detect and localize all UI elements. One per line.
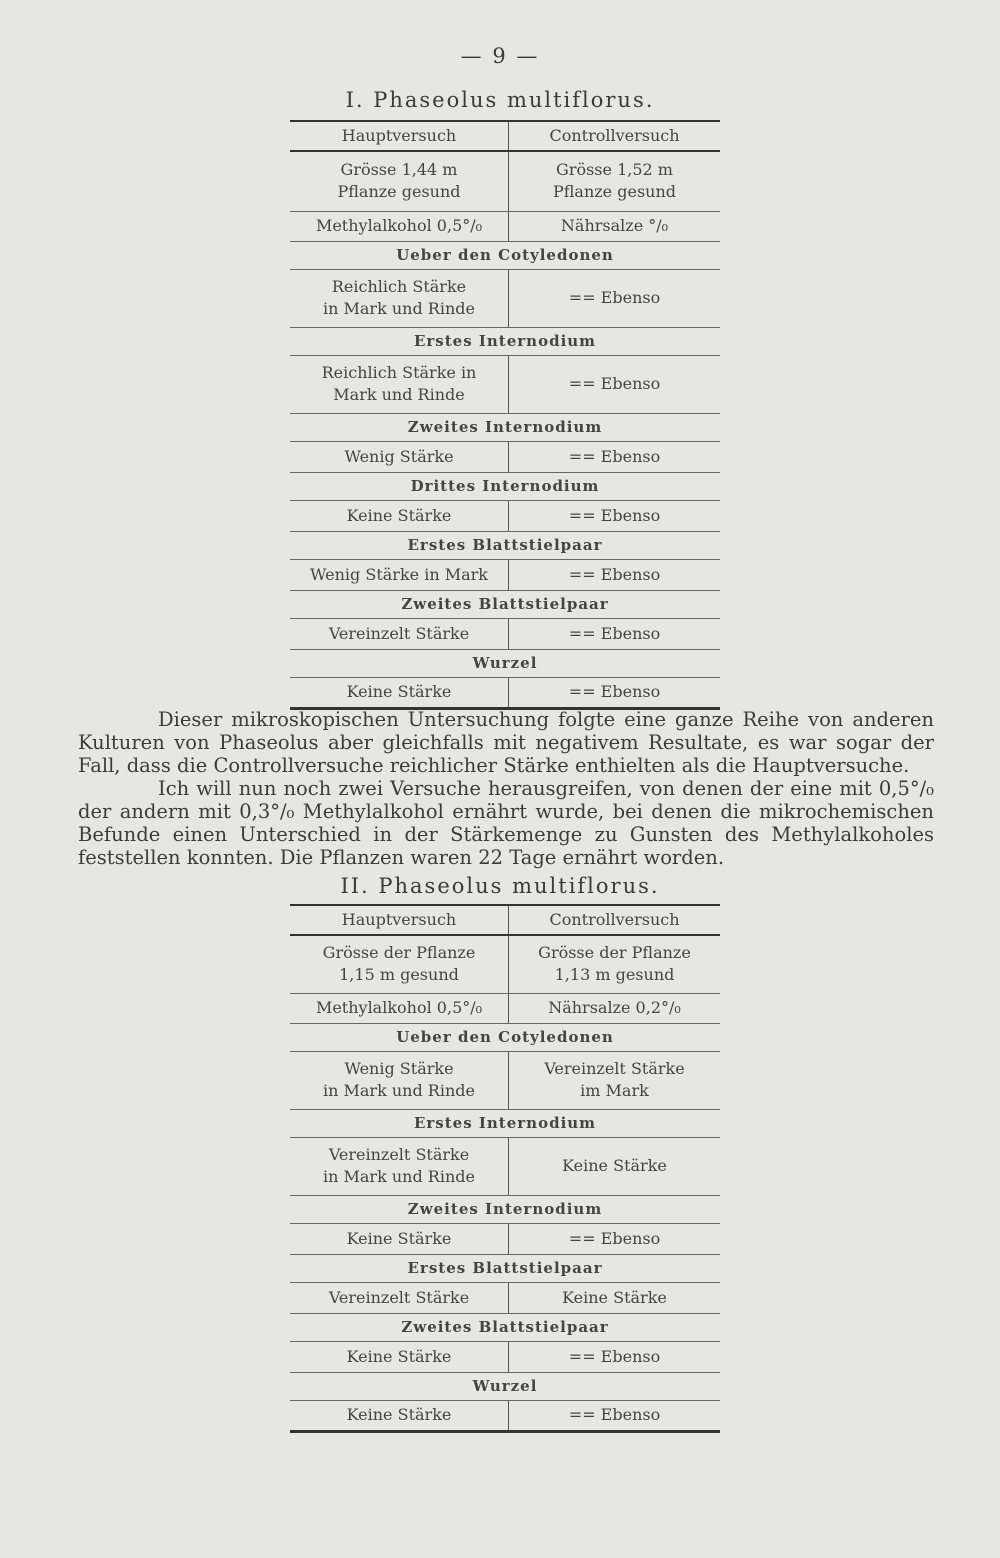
table-1-section-title: Erstes Internodium	[290, 327, 720, 355]
table-2-cell-left: Vereinzelt Stärke	[290, 1282, 509, 1313]
table-2-cell-right: == Ebenso	[509, 1341, 721, 1372]
table-1-cell-right: == Ebenso	[509, 441, 721, 472]
table-2-cell-left: Wenig Stärke in Mark und Rinde	[290, 1051, 509, 1109]
table-2-cell-right: == Ebenso	[509, 1223, 721, 1254]
table-1-section-title: Drittes Internodium	[290, 472, 720, 500]
table-2-cell-left: Vereinzelt Stärke in Mark und Rinde	[290, 1137, 509, 1195]
table-2-cell-right: == Ebenso	[509, 1400, 721, 1431]
table-1-solution-right: Nährsalze °/₀	[509, 211, 721, 241]
table-1-cell-right: == Ebenso	[509, 355, 721, 413]
table-1-size-right: Grösse 1,52 m Pflanze gesund	[509, 151, 721, 211]
table-2-cell-left: Keine Stärke	[290, 1400, 509, 1431]
table-1-solution-left: Methylalkohol 0,5°/₀	[290, 211, 509, 241]
table-1-section-title: Zweites Blattstielpaar	[290, 590, 720, 618]
table-2-cell-right: Keine Stärke	[509, 1282, 721, 1313]
table-1-section-title: Erstes Blattstielpaar	[290, 531, 720, 559]
table-1-section-title: Zweites Internodium	[290, 413, 720, 441]
table-1-cell-left: Keine Stärke	[290, 500, 509, 531]
paragraph: Dieser mikroskopischen Untersuchung folgte eine ganze Reihe von anderen Kulturen von Phaseolus aber gleichfalls mit negativem Resultate, es war sogar der Fall, dass die Controllversuche reichlicher Stärke enthielten als die Hauptversuche.	[78, 708, 934, 777]
table-2-header-right: Controllversuch	[509, 905, 721, 935]
table-2-section-title: Zweites Blattstielpaar	[290, 1313, 720, 1341]
table-1-header-left: Hauptversuch	[290, 121, 509, 151]
table-2-solution-right: Nährsalze 0,2°/₀	[509, 993, 721, 1023]
table-1-size-left: Grösse 1,44 m Pflanze gesund	[290, 151, 509, 211]
table-1-cell-right: == Ebenso	[509, 618, 721, 649]
table-1	[290, 120, 720, 710]
table-2-cell-right: Keine Stärke	[509, 1137, 721, 1195]
table-1-cell-left: Wenig Stärke	[290, 441, 509, 472]
table-1-cell-left: Wenig Stärke in Mark	[290, 559, 509, 590]
table-1-title: I. Phaseolus multiflorus.	[345, 88, 655, 112]
table-1-section-title: Ueber den Cotyledonen	[290, 241, 720, 269]
table-2-size-right: Grösse der Pflanze 1,13 m gesund	[509, 935, 721, 993]
table-1-cell-left: Reichlich Stärke in Mark und Rinde	[290, 355, 509, 413]
table-2-cell-left: Keine Stärke	[290, 1341, 509, 1372]
table-2-solution-left: Methylalkohol 0,5°/₀	[290, 993, 509, 1023]
table-2-title: II. Phaseolus multiflorus.	[340, 874, 660, 898]
table-1-cell-left: Vereinzelt Stärke	[290, 618, 509, 649]
paragraph: Ich will nun noch zwei Versuche herausgreifen, von denen der eine mit 0,5°/₀ der andern mit 0,3°/₀ Methylalkohol ernährt wurde, bei denen die mikrochemischen Befunde einen Unterschied in der Stärkemenge zu Gunsten des Methylalkoholes feststellen konnten. Die Pflanzen waren 22 Tage ernährt worden.	[78, 777, 934, 869]
table-1-header-right: Controllversuch	[509, 121, 721, 151]
table-2-cell-right: Vereinzelt Stärke im Mark	[509, 1051, 721, 1109]
table-1-cell-right: == Ebenso	[509, 500, 721, 531]
table-1-cell-left: Reichlich Stärke in Mark und Rinde	[290, 269, 509, 327]
table-2	[290, 904, 720, 1433]
table-1-cell-left: Keine Stärke	[290, 677, 509, 708]
table-2-size-left: Grösse der Pflanze 1,15 m gesund	[290, 935, 509, 993]
table-2-section-title: Erstes Blattstielpaar	[290, 1254, 720, 1282]
table-1-cell-right: == Ebenso	[509, 677, 721, 708]
table-1-cell-right: == Ebenso	[509, 269, 721, 327]
table-1-cell-right: == Ebenso	[509, 559, 721, 590]
table-2-section-title: Zweites Internodium	[290, 1195, 720, 1223]
body-text	[78, 708, 934, 869]
page-number: — 9 —	[460, 44, 540, 68]
table-2-header-left: Hauptversuch	[290, 905, 509, 935]
table-1-section-title: Wurzel	[290, 649, 720, 677]
table-2-section-title: Ueber den Cotyledonen	[290, 1023, 720, 1051]
table-2-section-title: Wurzel	[290, 1372, 720, 1400]
table-2-cell-left: Keine Stärke	[290, 1223, 509, 1254]
table-2-section-title: Erstes Internodium	[290, 1109, 720, 1137]
